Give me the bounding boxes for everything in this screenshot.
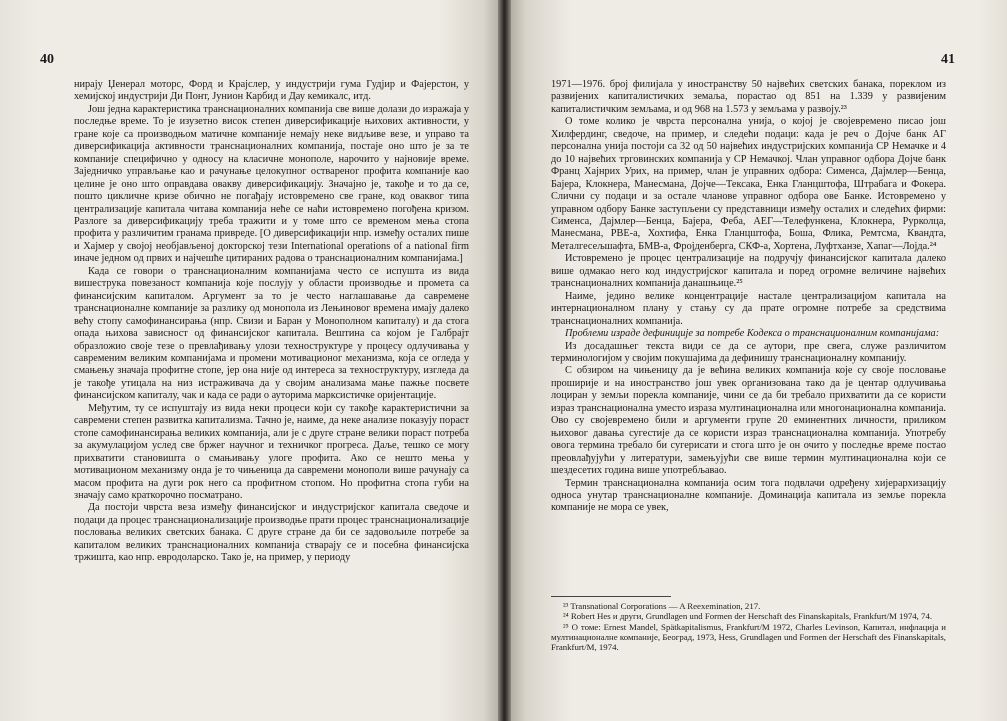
paragraph: Термин транснационална компанија осим тога подвлачи одређену хијерархизацију односа унутар транснационалне компаније. Доминација капитала из земље порекла компаније не мора се увек, (551, 477, 946, 514)
footnotes (551, 596, 946, 652)
footnote-rule (551, 596, 671, 597)
paragraph: С обзиром на чињеницу да је већина великих компанија које су своје пословање проширије и на иностранство још увек организована тако да је центар одлучивања лоциран у земљи порекла компаније, чини се да би требало прихватити да се користи израз транснационална уместо израза мултинационална или многонационална компанија. Ово су својевремено били и аргументи групе 20 еминентних личности, приликом њиховог давања сугестије да се користи израз транснационална компанија. Употребу овога термина требало би сугерисати и стога што је он очито у последње време постао преовлађујући у литератури, замењујући све више термин мултинационална који се шездесетих година више употребљавао. (551, 365, 946, 477)
paragraph: 1971—1976. број филијала у иностранству 50 највећих светских банака, пореклом из развијених капиталистичких земаља, порастао од 851 на 1.339 у развијеним капиталистичким земљама, и од 968 на 1.573 у земљама у развоју.²³ (551, 79, 946, 115)
paragraph: Још једна карактеристика транснационалних компанија све више долази до изражаја у последње време. То је изузетно висок степен диверсификације њихових активности, у гране које са производњом матичне компаније немају неке видљиве везе, и управо та диверсификација активности транснационалних компанија, постаје оно што је за те компаније специфично у односу на класичне монополе, нарочито у најновије време. Заједничко управљање као и рачунање целокупног оствареног профита компаније као целине је оно што оправдава овакву диверсификацију. Значајно је, такође и то да се, пошто цикличне кризе обично не погађају истовремено све гране, код оваквог типа централизације капитала читава компанија неће се наћи истовремено погођена кризом. Разлоге за диверсификацију треба тражити и у томе што се временом мења стопа профита у различитим гранама привреде. [О диверсификацији нпр. између осталих пише и Хајмер у својој необјављеној докторској тези International operations of a national firm иначе једном од првих и најчешће цитираних радова о транснационалним компанијама.] (74, 103, 469, 265)
right-page (511, 0, 1007, 721)
footnote: ²³ Transnational Corporations — A Reexemination, 217. (563, 601, 761, 611)
paragraph: Истовремено је процес централизације на подручју финансијског капитала далеко више одмакао него код индустријског капитала и поред огромне величине највећих транснационалних компанија данашњице.²⁵ (551, 253, 946, 290)
paragraph: Када се говори о транснационалним компанијама често се испушта из вида вишеструка повезаност компанија које послују у области производње и промета са финансијским капиталом. Аргумент за то је често наглашавање да савремене транснационалне компаније за разлику од монопола из Лењиновог времена имају далеко већу стопу самофинансирања (нпр. Свизи и Баран у Монополном капиталу) и да стога опада њихова зависност од финансијског капитала. Вештина са којом је Галбрајт образложио своје тезе о превлађивању улози техноструктуре у процесу одлучивања у савременим великим компанијама и промени мотивационог механизма, која се огледа у смањењу значаја профитне стопе, јер она није од интереса за техноструктуру, изгледа да је такође утицала на низ истраживача да у својим анализама мање пажње посвете финансијском капиталу, чак и када се ради о ауторима марксистичке оријентације. (74, 265, 469, 402)
footnote: ²⁵ О томе: Ernest Mandel, Spätkapitalismus, Frankfurt/M 1972, Charles Levinson, Капитал, инфлација и мултинационалне компаније, Београд, 1973, Hess, Grundlagen und Formen der Herschaft des Finanskapitals, Frankfurt/M, 1974. (551, 621, 946, 653)
left-page (0, 0, 498, 721)
paragraph: нирају Џенерал моторс, Форд и Крајслер, у индустрији гума Гудјир и Фајерстон, у хемијској индустрији Ди Понт, Јунион Карбид и Дау кемикалс, итд. (74, 79, 469, 103)
page-number: 41 (941, 52, 955, 67)
book-gutter (498, 0, 511, 721)
paragraph: Да постоји чврста веза између финансијског и индустријског капитала сведоче и подаци да процес транснационализације производње прати процес транснационализације пословања великих светских банака. С друге стране да би се задовољиле потребе за капиталом великих транснационалних компанија стварају се и посебна финансијска тржишта, као нпр. евродоларско. Тако је, на пример, у периоду (74, 502, 469, 564)
paragraph: Наиме, једино велике концентрације настале централизацијом капитала на интернационалном плану у стању су да прате огромне потребе за средствима транснационалних компанија. (551, 290, 946, 327)
paragraph: Из досадашњег текста види се да се аутори, пре свега, служе различитом терминологијом у својим покушајима да дефинишу транснационалну компанију. (551, 340, 946, 364)
paragraph: Проблеми израде дефиниције за потребе Кодекса о транснационалним компанијама: (565, 328, 940, 340)
footnote: ²⁴ Robert Hes и други, Grundlagen und Formen der Herschaft des Finanskapitals, Frankfurt/M 1974, 74. (563, 611, 933, 622)
paragraph: О томе колико је чврста персонална унија, о којој је својевремено писао још Хилфердинг, сведоче, на пример, и следећи подаци: када је реч о Дојче банк АГ персонална унија постоји са 32 од 50 највећих индустријских компанија СР Немачке и 4 до 10 највећих трговинских компанија у СР Немачкој. Члан управног одбора Дојче банк Франц Хајнрих Урих, на пример, члан је управних одбора: Сименса, Дајмлер—Бенца, Бајера, Клокнера, Манесмана, Дојче—Тексака, Енка Гланцштофа, Штрабага и Фокера. Слични су подаци и за остале чланове управног одбора ове Банке. Истовремено у управном одбору Банке заступљени су представници између осталих и следећих фирми: Сименса, Дајмлер—Бенца, Бајера, Феба, АЕГ—Телефункена, Клокнера, Рурколца, Манесмана, РВЕ-а, Хохтифа, Енка Гланцштофа, Боша, Флика, Ремтсма, Квандта, Металгесељшафта, БМВ-а, Фројденберга, СКФ-а, Хортена, Луфтханзе, Хапаг—Лојда.²⁴ (551, 116, 946, 252)
left-page-body (74, 79, 469, 565)
page-number: 40 (40, 52, 54, 67)
right-page-body (551, 79, 946, 515)
paragraph: Међутим, ту се испуштају из вида неки процеси који су такође карактеристични за савремени степен развитка капитализма. Тачно је, наиме, да неке анализе показују пораст стопе самофинансирања великих компанија, али је с друге стране велики пораст потреба за акумулацијом услед све бржег научног и техничког прогреса. Даље, тешко се могу прихватити становишта о смањивању улоге профита. Ако се нешто мења у мотивационом механизму онда је то чињеница да савремени монополи више рачунају са масом профита на дуги рок него са профитном стопом. Но профитна стопа губи на значају само краткорочно посматрано. (74, 402, 469, 501)
